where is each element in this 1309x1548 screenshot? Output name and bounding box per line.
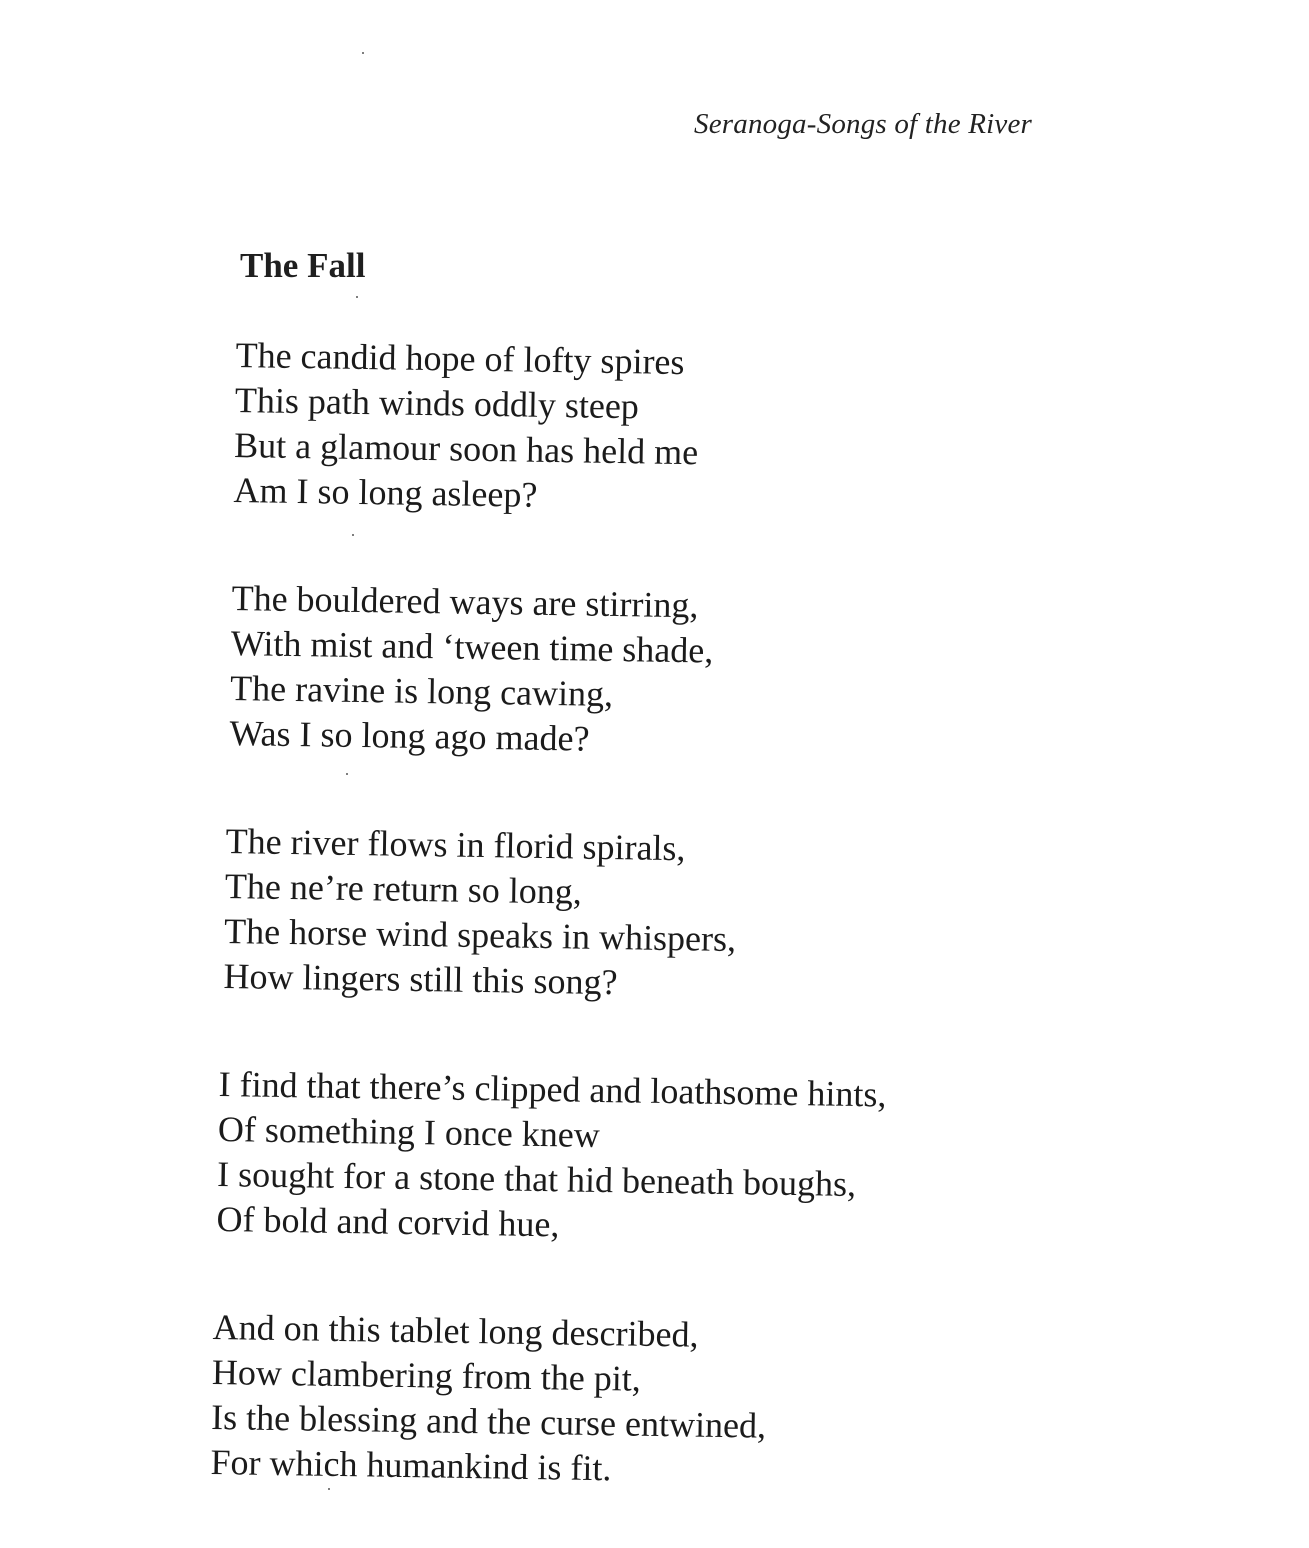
poem-line: The horse wind speaks in whispers, (223, 910, 737, 960)
poem-line: How clambering from the pit, (211, 1351, 642, 1399)
poem-line: This path winds oddly steep (234, 379, 640, 427)
scan-speck (352, 534, 354, 536)
poem-line: Am I so long asleep? (233, 469, 538, 515)
running-header: Seranoga-Songs of the River (694, 108, 1033, 140)
poem-line: The candid hope of lofty spires (235, 334, 685, 383)
poem-title: The Fall (240, 246, 366, 285)
scan-speck (362, 52, 364, 54)
stanza-3 (223, 819, 1112, 1013)
poem-line: Of something I once knew (217, 1108, 601, 1155)
poem-line: But a glamour soon has held me (233, 424, 699, 473)
scan-speck (328, 1488, 330, 1490)
poem-line: The ne’re return so long, (224, 865, 583, 912)
stanza-5 (210, 1305, 1112, 1499)
poem-line: I find that there’s clipped and loathsome hints, (218, 1063, 887, 1115)
poem-line: The river flows in florid spirals, (225, 820, 686, 869)
stanza-2 (229, 576, 1112, 770)
scan-speck (346, 773, 348, 775)
scan-speck (356, 296, 358, 298)
stanza-4 (216, 1062, 1112, 1256)
poem-line: The ravine is long cawing, (229, 667, 614, 714)
poem-line: The bouldered ways are stirring, (231, 577, 699, 626)
stanza-1 (233, 333, 1112, 527)
poem-line: I sought for a stone that hid beneath boughs, (216, 1153, 857, 1205)
poem-body (212, 333, 1112, 1548)
poem-line: Is the blessing and the curse entwined, (210, 1396, 767, 1446)
poem-line: Was I so long ago made? (229, 712, 590, 759)
poem-line: With mist and ‘tween time shade, (230, 622, 714, 671)
poem-line: And on this tablet long described, (212, 1306, 699, 1355)
poem-line: How lingers still this song? (223, 955, 618, 1003)
poem-line: Of bold and corvid hue, (216, 1198, 560, 1245)
poem-line: For which humankind is fit. (210, 1441, 612, 1489)
